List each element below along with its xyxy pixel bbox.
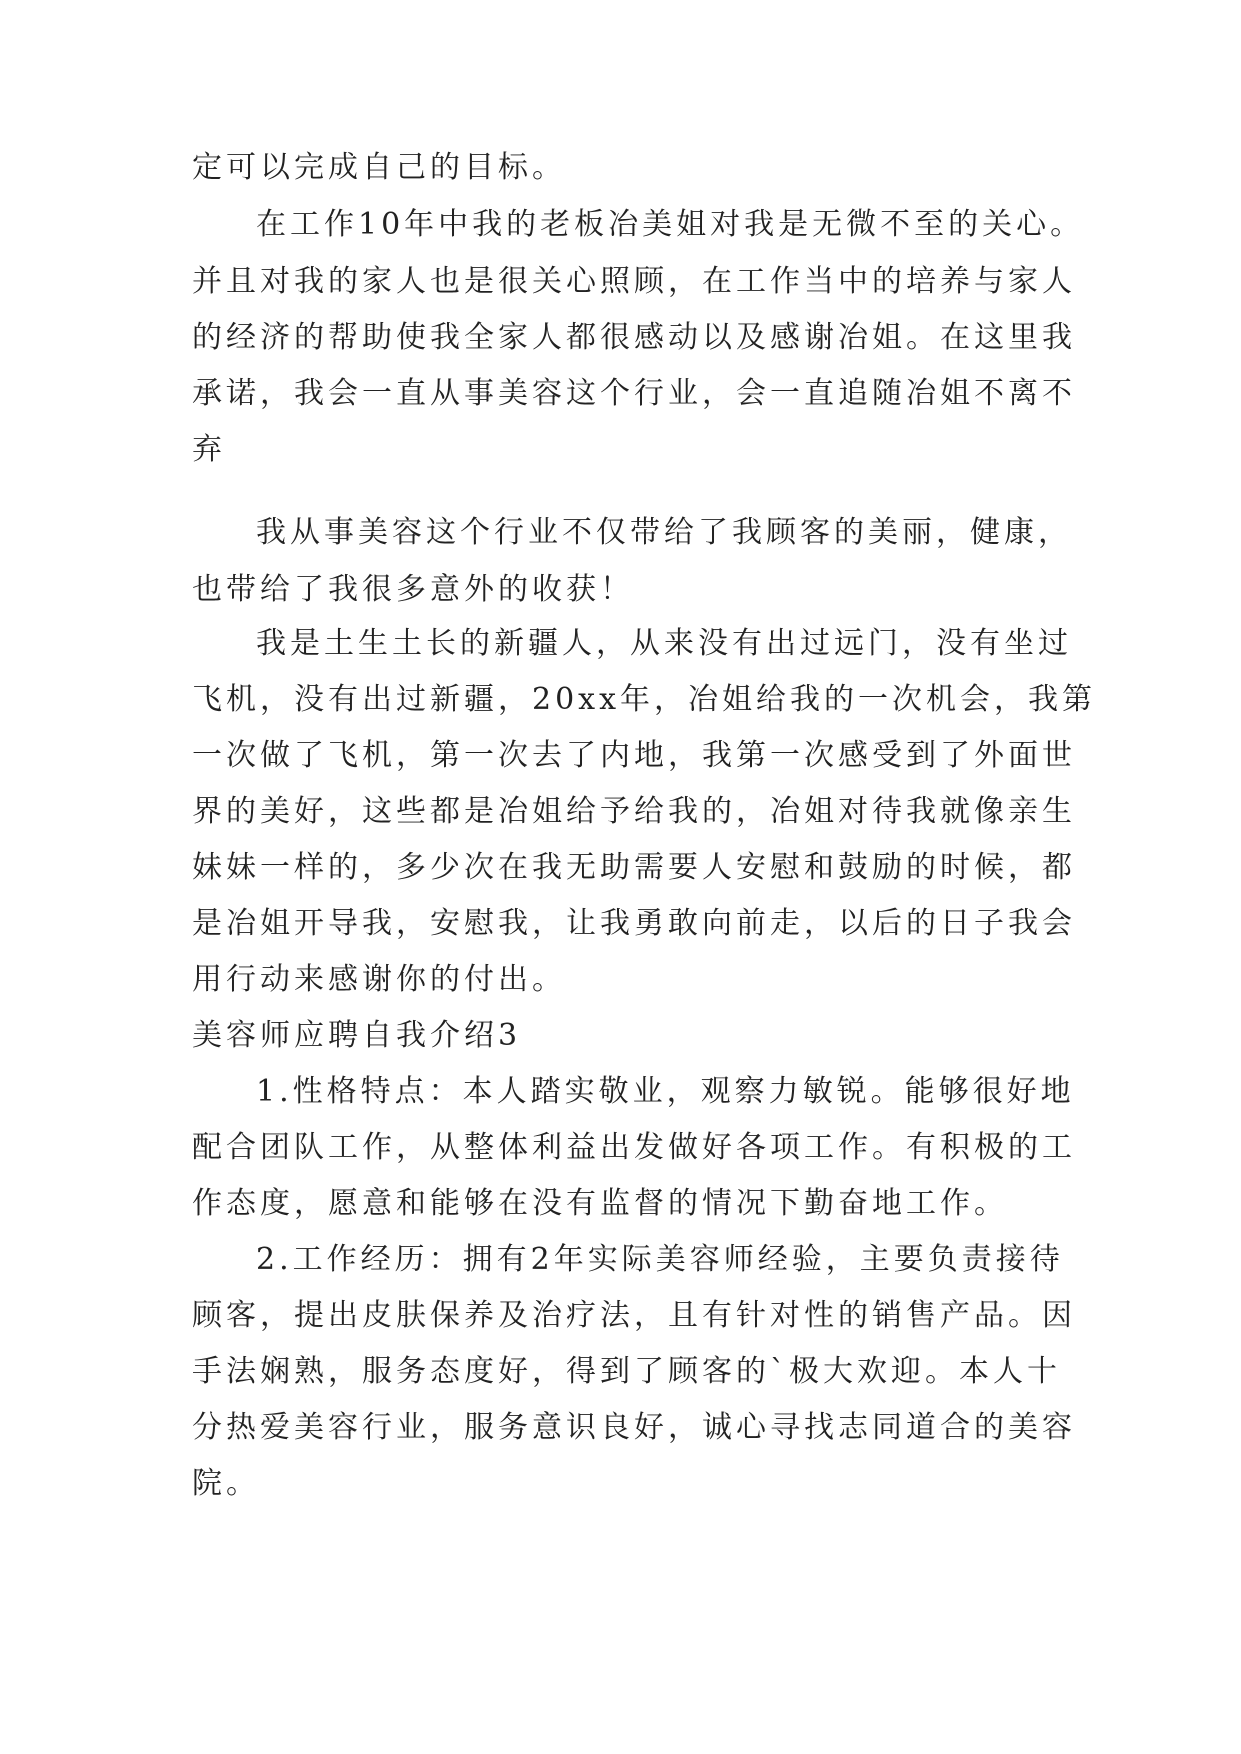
text-line: 在工作10年中我的老板冶美姐对我是无微不至的关心。 <box>256 207 1085 242</box>
text-line: 并且对我的家人也是很关心照顾，在工作当中的培养与家人 <box>192 264 1076 299</box>
text-line: 我从事美容这个行业不仅带给了我顾客的美丽，健康， <box>256 515 1072 550</box>
text-line: 定可以完成自己的目标。 <box>192 150 566 185</box>
text-line: 顾客，提出皮肤保养及治疗法，且有针对性的销售产品。因 <box>192 1298 1076 1333</box>
text-line: 飞机，没有出过新疆，20xx年，冶姐给我的一次机会，我第 <box>192 682 1097 717</box>
text-line: 用行动来感谢你的付出。 <box>192 962 566 997</box>
section-heading: 美容师应聘自我介绍3 <box>192 1018 522 1053</box>
text-line: 弃 <box>192 432 226 467</box>
text-line: 分热爱美容行业，服务意识良好，诚心寻找志同道合的美容 <box>192 1410 1076 1445</box>
text-line: 1.性格特点：本人踏实敬业，观察力敏锐。能够很好地 <box>256 1074 1075 1109</box>
text-line: 也带给了我很多意外的收获！ <box>192 572 634 607</box>
text-line: 承诺，我会一直从事美容这个行业，会一直追随冶姐不离不 <box>192 376 1076 411</box>
text-line: 我是土生土长的新疆人，从来没有出过远门，没有坐过 <box>256 626 1072 661</box>
text-line: 的经济的帮助使我全家人都很感动以及感谢冶姐。在这里我 <box>192 320 1076 355</box>
text-line: 作态度，愿意和能够在没有监督的情况下勤奋地工作。 <box>192 1186 1008 1221</box>
text-line: 院。 <box>192 1466 260 1501</box>
text-line: 配合团队工作，从整体利益出发做好各项工作。有积极的工 <box>192 1130 1076 1165</box>
text-line: 手法娴熟，服务态度好，得到了顾客的`极大欢迎。本人十 <box>192 1354 1061 1389</box>
text-line: 是冶姐开导我，安慰我，让我勇敢向前走，以后的日子我会 <box>192 906 1076 941</box>
text-line: 一次做了飞机，第一次去了内地，我第一次感受到了外面世 <box>192 738 1076 773</box>
text-line: 2.工作经历：拥有2年实际美容师经验，主要负责接待 <box>256 1242 1064 1277</box>
text-line: 界的美好，这些都是冶姐给予给我的，冶姐对待我就像亲生 <box>192 794 1076 829</box>
text-line: 妹妹一样的，多少次在我无助需要人安慰和鼓励的时候，都 <box>192 850 1076 885</box>
